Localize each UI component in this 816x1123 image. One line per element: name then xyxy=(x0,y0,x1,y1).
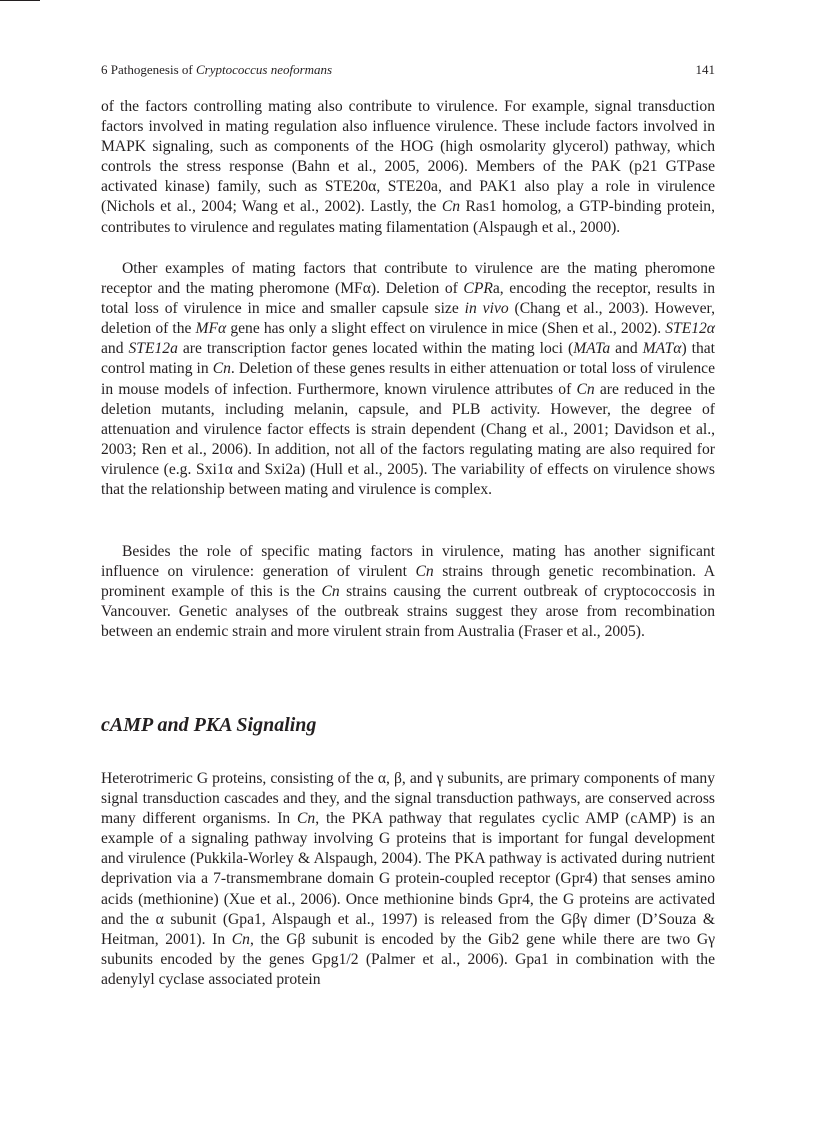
italic-run: Cn xyxy=(576,380,595,398)
text-run: , the PKA pathway that regulates cyclic AMP (cAMP) is an example of a signaling pathway involving G proteins that is important for fungal development and virulence (Pukkila-Worley & Alspaugh, 2004). The PKA pathway is activated during nutrient deprivation via a 7-transmembrane domain G protein-coupled receptor (Gpr4) that senses amino acids (methionine) (Xue et al., 2006). Once methionine binds Gpr4, the G proteins are activated and the α subunit (Gpa1, Alspaugh et al., 1997) is released from the Gβγ dimer (D’Souza & Heitman, 2001). In xyxy=(101,810,715,948)
italic-run: STE12a xyxy=(128,340,178,358)
text-run: gene has only a slight effect on virulence in mice (Shen et al., 2002). xyxy=(226,320,666,338)
body-paragraph-4 xyxy=(101,769,715,990)
text-run: are reduced in the deletion mutants, including melanin, capsule, and PLB activity. However, the degree of attenuation and virulence factor effects is strain dependent (Chang et al., 2001; Davidson et al., 2003; Ren et al., 2006). In addition, not all of the factors regulating mating are also required for virulence (e.g. Sxi1α and Sxi2a) (Hull et al., 2005). The variability of effects on virulence shows that the relationship between mating and virulence is complex. xyxy=(101,380,715,499)
text-run: (Chang et al., 2003). However, deletion of the xyxy=(101,300,715,338)
text-run: Ras1 homolog, a GTP-binding protein, contributes to virulence and regulates mating filamentation (Alspaugh et al., 2000). xyxy=(101,198,715,236)
crop-mark xyxy=(0,0,40,1)
text-run: ) that control mating in xyxy=(101,340,715,378)
running-head-title xyxy=(101,60,332,80)
body-paragraph-1 xyxy=(101,97,715,238)
section-heading: cAMP and PKA Signaling xyxy=(101,714,317,736)
running-head-species: Cryptococcus neoformans xyxy=(195,62,333,77)
text-run: Heterotrimeric G proteins, consisting of the α, β, and γ subunits, are primary components of many signal transduction cascades and they, and the signal transduction pathways, are conserved across many different organisms. In xyxy=(101,770,715,828)
italic-run: CPR xyxy=(463,280,493,298)
italic-run: Cn xyxy=(415,563,434,581)
text-run: , the Gβ subunit is encoded by the Gib2 gene while there are two Gγ subunits encoded by the genes Gpg1/2 (Palmer et al., 2006). Gpa1 in combination with the adenylyl cyclase associated protein xyxy=(101,930,715,988)
body-paragraph-3 xyxy=(101,542,715,642)
italic-run: Cn xyxy=(321,583,340,601)
text-run: of the factors controlling mating also contribute to virulence. For example, signal transduction factors involved in mating regulation also influence virulence. These include factors involved in MAPK signaling, such as components of the HOG (high osmolarity glycerol) pathway, which controls the stress response (Bahn et al., 2005, 2006). Members of the PAK (p21 GTPase activated kinase) family, such as STE20α, STE20a, and PAK1 also play a role in virulence (Nichols et al., 2004; Wang et al., 2002). Lastly, the xyxy=(101,98,715,216)
text-run: and xyxy=(101,340,129,358)
italic-run: STE12α xyxy=(665,320,715,338)
italic-run: Cn xyxy=(441,198,461,216)
text-run: are transcription factor genes located within the mating loci ( xyxy=(177,340,574,358)
text-run: and xyxy=(610,340,643,358)
page-number: 141 xyxy=(695,62,715,77)
running-head xyxy=(101,60,715,80)
body-paragraph-2 xyxy=(101,259,715,500)
italic-run: Cn xyxy=(297,810,316,828)
italic-run: MATα xyxy=(642,340,682,358)
text-run: . Deletion of these genes results in either attenuation or total loss of virulence in mouse models of infection. Furthermore, known virulence attributes of xyxy=(101,360,715,398)
text-run: a, encoding the receptor, results in total loss of virulence in mice and smaller capsule size xyxy=(101,280,715,318)
text-run: strains through genetic recombination. A prominent example of this is the xyxy=(101,563,715,601)
text-run: Other examples of mating factors that contribute to virulence are the mating pheromone receptor and the mating pheromone (MFα). Deletion of xyxy=(101,260,715,298)
text-run: strains causing the current outbreak of cryptococcosis in Vancouver. Genetic analyses of the outbreak strains suggest they arose from recombination between an endemic strain and more virulent strain from Australia (Fraser et al., 2005). xyxy=(101,583,715,641)
italic-run: MATa xyxy=(573,340,611,358)
italic-run: in vivo xyxy=(464,300,509,318)
text-run: Besides the role of specific mating factors in virulence, mating has another significant influence on virulence: generation of virulent xyxy=(101,543,715,581)
running-head-chapter: 6 Pathogenesis of xyxy=(101,62,196,77)
italic-run: MFα xyxy=(195,320,227,338)
italic-run: Cn xyxy=(231,930,250,948)
italic-run: Cn xyxy=(212,360,231,378)
